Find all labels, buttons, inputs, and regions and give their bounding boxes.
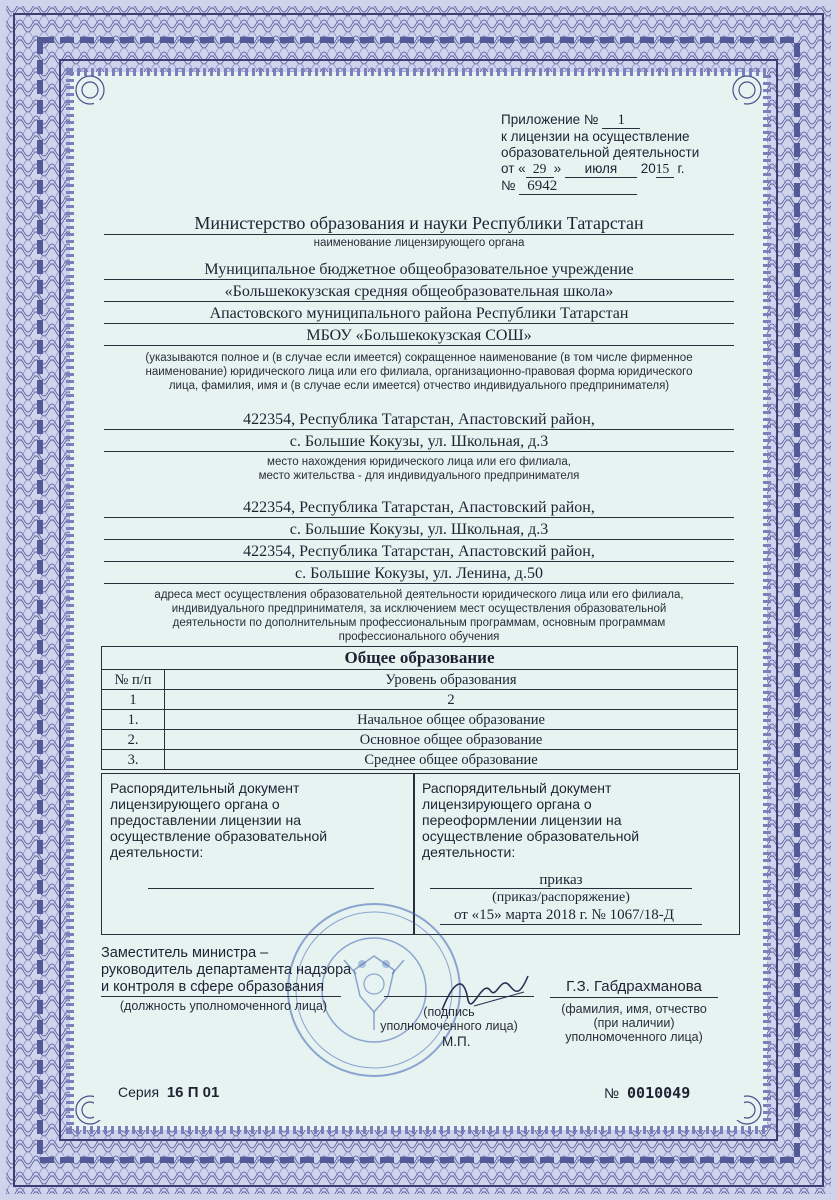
location-caption: место нахождения юридического лица или его филиала, место жительства - для индивидуального предпринимателя — [258, 456, 580, 482]
issuance-document-text: Распорядительный документ лицензирующего органа о предоставлении лицензии на осуществление образовательной деятельности: — [110, 780, 328, 860]
organization-line-3: Апастовского муниципального района Республики Татарстан — [209, 305, 629, 322]
series-label: Серия — [118, 1084, 160, 1100]
signatory-position: Заместитель министра – руководитель департамента надзора и контроля в сфере образования — [101, 945, 352, 995]
activity-address-2-line-1: 422354, Республика Татарстан, Апастовский район, — [243, 543, 595, 560]
table-header-row — [102, 670, 738, 690]
document-reference: от «15» марта 2018 г. № 1067/18-Д — [453, 907, 675, 923]
organization-short-name: МБОУ «Большекокузская СОШ» — [306, 327, 532, 344]
appendix-line-3: образовательной деятельности — [501, 145, 700, 160]
activity-addresses-caption: адреса мест осуществления образовательной деятельности юридического лица или его филиала, индивидуального предпринимателя, за исключением мест осуществления образовательной деятельности по дополнительным профессиональным программам, основным программам профессионального обучения — [154, 589, 684, 643]
organization-line-2: «Большекокузская средняя общеобразовательная школа» — [224, 283, 614, 300]
name-caption: (фамилия, имя, отчество (при наличии) уполномоченного лица) — [561, 1002, 707, 1044]
location-line-2: с. Большие Кокузы, ул. Школьная, д.3 — [289, 433, 549, 450]
authority-caption: наименование лицензирующего органа — [313, 237, 525, 249]
appendix-license-number: 6942 — [519, 178, 637, 195]
organization-line-1: Муниципальное бюджетное общеобразовательное учреждение — [204, 261, 634, 278]
signatory-name: Г.З. Габдрахманова — [566, 978, 702, 995]
appendix-date-line: от « 29 » июля 2015 г. — [501, 161, 685, 176]
blank-number-label: № — [604, 1085, 620, 1101]
authority-name: Министерство образования и науки Республики Татарстан — [194, 213, 644, 233]
table-row: 2. Основное общее образование — [102, 730, 738, 750]
header-number: № п/п — [102, 670, 165, 690]
appendix-line-2: к лицензии на осуществление — [501, 129, 690, 144]
appendix-header — [501, 112, 721, 195]
table-index-row: 1 2 — [102, 690, 738, 710]
header-level: Уровень образования — [165, 670, 738, 690]
signature-caption: (подпись уполномоченного лица) — [380, 1005, 518, 1033]
activity-address-1-line-2: с. Большие Кокузы, ул. Школьная, д.3 — [289, 521, 549, 538]
document-type: приказ — [539, 872, 583, 888]
appendix-day: 29 — [526, 161, 554, 178]
appendix-number: 1 — [602, 112, 640, 129]
activity-address-2-line-2: с. Большие Кокузы, ул. Ленина, д.50 — [295, 565, 543, 582]
appendix-year: 15 — [656, 161, 674, 178]
appendix-month: июля — [565, 161, 637, 178]
series-value: 16 П 01 — [166, 1084, 220, 1101]
stamp-mark: М.П. — [442, 1034, 471, 1049]
table-row: 3. Среднее общее образование — [102, 750, 738, 770]
organization-caption: (указываются полное и (в случае если имеется) сокращенное наименование (в том числе фирменное наименование) юридического лица или его филиала, организационно-правовая форма юридического лица, фамилия, имя и (в случае если имеется) отчество индивидуального предпринимателя) — [145, 352, 693, 392]
blank-number-line — [604, 1084, 690, 1103]
document-type-caption: (приказ/распоряжение) — [492, 890, 630, 905]
location-line-1: 422354, Республика Татарстан, Апастовский район, — [243, 411, 595, 428]
education-levels-table — [101, 646, 738, 770]
appendix-license-number-line: № 6942 — [501, 178, 721, 195]
table-row: 1. Начальное общее образование — [102, 710, 738, 730]
position-caption: (должность уполномоченного лица) — [119, 999, 328, 1013]
appendix-label: Приложение № — [501, 112, 599, 127]
reissuance-document-text: Распорядительный документ лицензирующего органа о переоформлении лицензии на осуществление образовательной деятельности: — [422, 780, 640, 860]
appendix-number-line — [501, 112, 721, 129]
content-area — [94, 100, 744, 1120]
series-line — [118, 1084, 219, 1102]
blank-number-value: 0010049 — [627, 1084, 691, 1102]
education-table-title: Общее образование — [102, 647, 738, 670]
activity-address-1-line-1: 422354, Республика Татарстан, Апастовский район, — [243, 499, 595, 516]
